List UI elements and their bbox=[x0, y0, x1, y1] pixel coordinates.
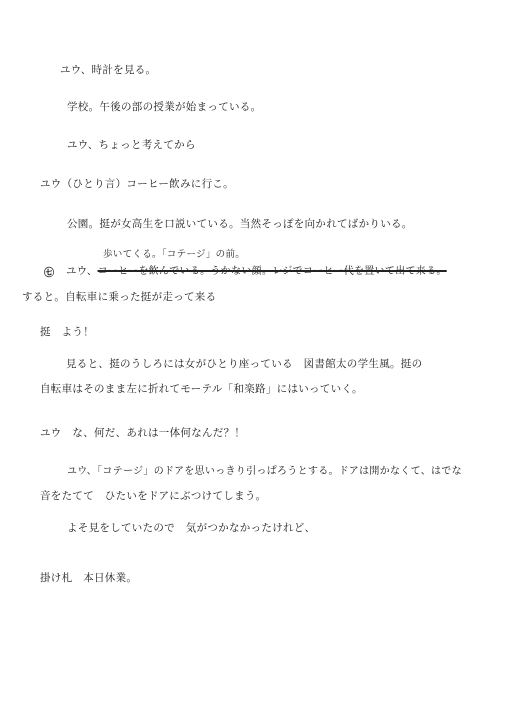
circled-mark: ㊆ bbox=[44, 268, 55, 279]
text-line-2: 学校。午後の部の授業が始まっている。 bbox=[67, 101, 262, 113]
text-line-11: ユウ な、何だ、あれは一体何なんだ？！ bbox=[40, 427, 246, 439]
line-6-prefix: ユウ、 bbox=[66, 265, 98, 277]
struck-out-text: コーヒーを飲んでいる。うかない顔。レジでコーヒー代を置いて出て来る。 bbox=[97, 266, 447, 277]
text-line-13: 音をたてて ひたいをドアにぶつけてしまう。 bbox=[40, 490, 267, 502]
text-line-14: よそ見をしていたので 気がつかなかったけれど、 bbox=[67, 522, 316, 534]
text-line-9: 見ると、挺のうしろには女がひとり座っている 図書館太の学生風。挺の bbox=[66, 358, 423, 370]
text-line-5: 公園。挺が女高生を口説いている。当然そっぽを向かれてばかりいる。 bbox=[67, 218, 413, 230]
text-line-3: ユウ、ちょっと考えてから bbox=[67, 139, 196, 151]
insertion-note: 歩いてくる。「コテージ」の前。 bbox=[103, 249, 246, 260]
text-line-1: ユウ、時計を見る。 bbox=[60, 64, 157, 76]
text-line-4: ユウ（ひとり言）コーヒー飲みに行こ。 bbox=[40, 178, 234, 190]
text-line-10: 自転車はそのまま左に折れてモーテル「和楽路」にはいっていく。 bbox=[40, 383, 363, 395]
text-line-7: すると。自転車に乗った挺が走って来る bbox=[22, 291, 217, 303]
text-line-8: 挺 よう！ bbox=[40, 326, 94, 338]
text-line-15: 掛け札 本日休業。 bbox=[40, 572, 138, 584]
text-line-6 bbox=[66, 262, 447, 278]
text-line-12: ユウ、「コテージ」のドアを思いっきり引っぱろうとする。ドアは開かなくて、はでな bbox=[67, 466, 462, 477]
